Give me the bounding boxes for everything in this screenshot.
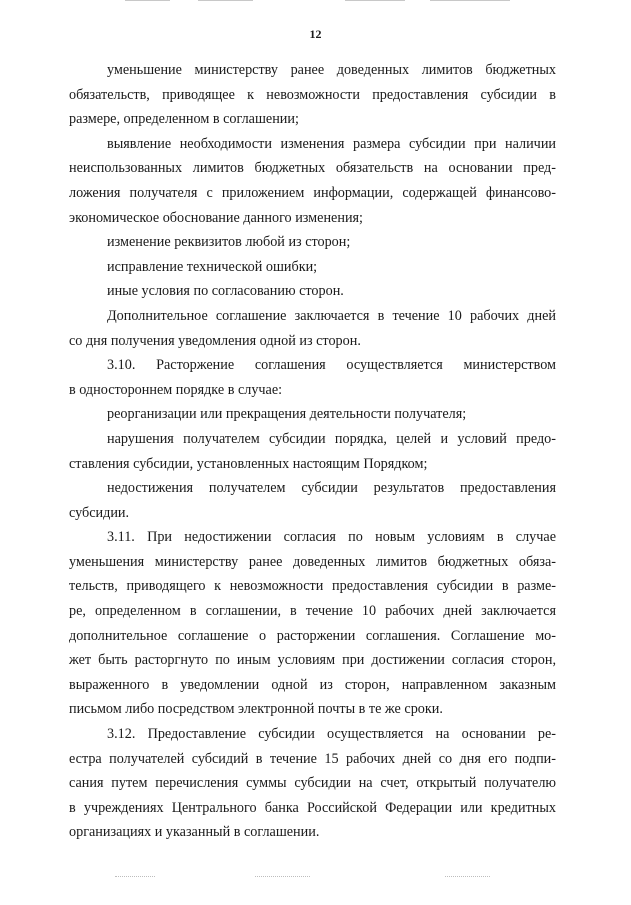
text-line: со дня получения уведомления одной из сторон. <box>69 332 361 349</box>
text-line: жет быть расторгнуто по иным условиям при достижении согласия сторон, <box>69 652 556 669</box>
text-line: в учреждениях Центрального банка Российской Федерации или кредитных <box>69 799 556 816</box>
text-line: сания путем перечисления суммы субсидии на счет, открытый получателю <box>69 775 556 792</box>
text-line: изменение реквизитов любой из сторон; <box>107 234 351 251</box>
scan-artifact <box>255 876 310 878</box>
text-line: естра получателей субсидий в течение 15 рабочих дней со дня его подпи- <box>69 750 556 767</box>
text-line: недостижения получателем субсидии результатов предоставления <box>107 480 556 497</box>
paragraph <box>69 58 556 132</box>
text-line: уменьшение министерству ранее доведенных лимитов бюджетных <box>107 62 556 78</box>
scan-artifact <box>198 0 253 1</box>
paragraph <box>69 255 556 280</box>
paragraph <box>69 476 556 525</box>
text-line: в одностороннем порядке в случае: <box>69 381 283 398</box>
paragraph <box>69 279 556 304</box>
page-number: 12 <box>309 27 322 41</box>
paragraph <box>69 402 556 427</box>
paragraph <box>69 427 556 476</box>
paragraph <box>69 230 556 255</box>
paragraph <box>69 525 556 722</box>
paragraph <box>69 132 556 230</box>
text-line: дополнительное соглашение о расторжении соглашения. Соглашение мо- <box>69 627 556 644</box>
text-line: субсидии. <box>69 504 130 521</box>
scan-artifact <box>345 0 405 1</box>
text-line: уменьшения министерству ранее доведенных лимитов бюджетных обяза- <box>69 553 556 570</box>
scan-artifact <box>445 876 490 878</box>
text-line: неиспользованных лимитов бюджетных обязательств на основании пред- <box>69 160 556 177</box>
scan-artifact <box>125 0 170 1</box>
paragraph <box>69 722 556 845</box>
text-line: выраженного в уведомлении одной из сторон, направленном заказным <box>69 676 556 693</box>
text-line: 3.10. Расторжение соглашения осуществляется министерством <box>107 357 556 374</box>
text-line: организациях и указанный в соглашении. <box>69 824 320 841</box>
text-line: 3.11. При недостижении согласия по новым условиям в случае <box>107 529 556 546</box>
paragraph <box>69 304 556 353</box>
paragraph <box>69 353 556 402</box>
text-line: ре, определенном в соглашении, в течение 10 рабочих дней заключается <box>69 603 556 620</box>
text-line: ложения получателя с приложением информации, содержащей финансово- <box>69 184 556 201</box>
text-line: реорганизации или прекращения деятельности получателя; <box>107 406 467 423</box>
document-body <box>69 58 556 845</box>
text-line: иные условия по согласованию сторон. <box>107 283 344 300</box>
text-line: выявление необходимости изменения размера субсидии при наличии <box>107 135 556 152</box>
text-line: Дополнительное соглашение заключается в течение 10 рабочих дней <box>107 307 556 324</box>
text-line: 3.12. Предоставление субсидии осуществляется на основании ре- <box>107 726 556 743</box>
text-line: ставления субсидии, установленных настоящим Порядком; <box>69 455 428 472</box>
scan-artifact <box>115 876 155 878</box>
text-line: тельств, приводящего к невозможности предоставления субсидии в разме- <box>69 578 556 595</box>
text-line: нарушения получателем субсидии порядка, целей и условий предо- <box>107 430 556 447</box>
text-line: размере, определенном в соглашении; <box>69 111 299 128</box>
text-line: исправление технической ошибки; <box>107 258 318 275</box>
text-line: обязательств, приводящее к невозможности предоставления субсидии в <box>69 86 556 103</box>
text-line: экономическое обоснование данного изменения; <box>69 209 364 226</box>
text-line: письмом либо посредством электронной почты в те же сроки. <box>69 701 443 718</box>
scan-artifact <box>430 0 510 1</box>
